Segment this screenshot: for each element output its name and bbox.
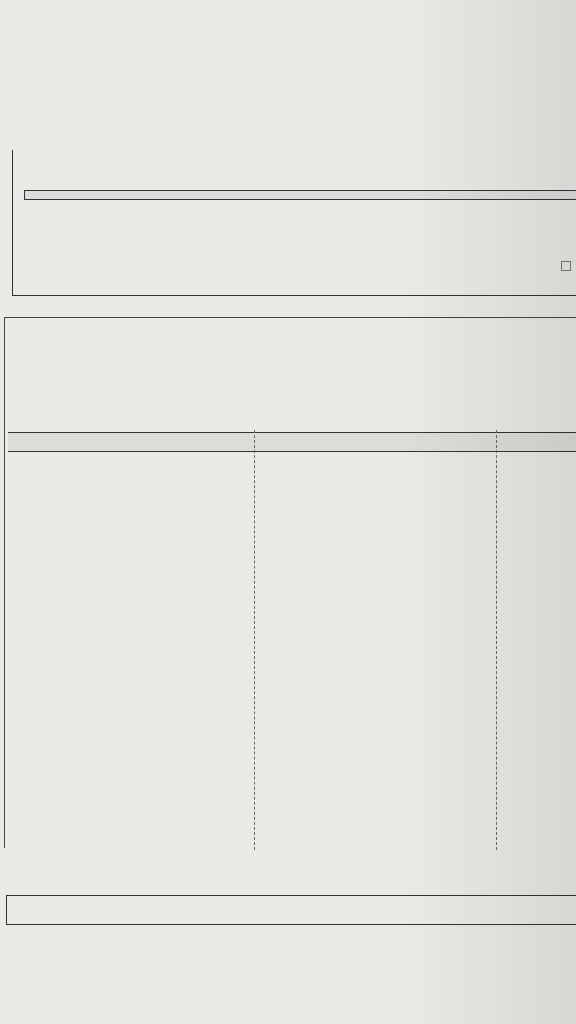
checkbox[interactable] bbox=[561, 261, 571, 271]
biochem-conclusion-box bbox=[24, 190, 576, 200]
biochem-frame bbox=[12, 150, 576, 296]
table-header bbox=[8, 432, 576, 452]
blood-table bbox=[8, 432, 576, 452]
blood-conclusion-box bbox=[6, 895, 576, 925]
column-divider bbox=[254, 430, 255, 850]
column-divider bbox=[496, 430, 497, 850]
blood-frame bbox=[4, 317, 576, 848]
